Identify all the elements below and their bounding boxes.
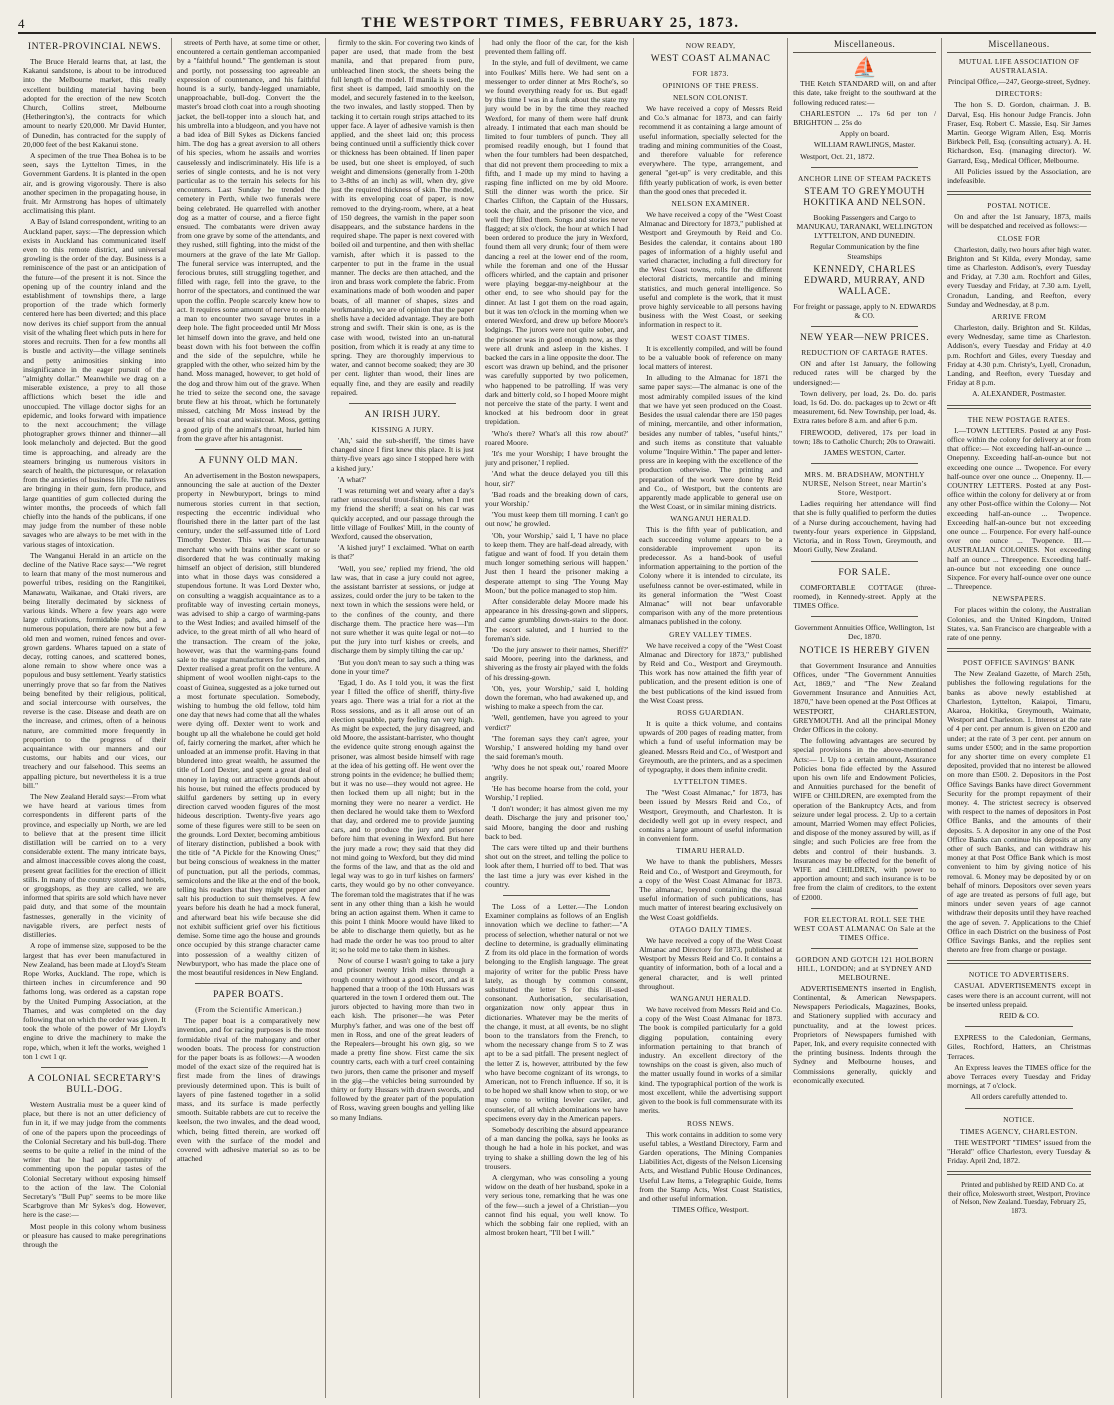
ad-heading: NOTICE TO ADVERTISERS. xyxy=(968,970,1070,980)
ad-signature: JAMES WESTON, Carter. xyxy=(823,448,906,458)
ad-heading: KENNEDY, CHARLES EDWARD, MURRAY, AND WALLACE. xyxy=(803,264,926,297)
press-quote: It is quite a thick volume, and contains upwards of 200 pages of reading matter, from which a fund of useful information may be gleaned. Messrs Reid and Co., of Westport and Greymouth, are the printers, and as a specimen of typography, it does them infinite credit. xyxy=(639,718,783,774)
article-paragraph: 'A what?' xyxy=(338,474,366,484)
ad-text: CHARLESTON ... 17s 6d per ton / BRIGHTON ... 25s do xyxy=(793,108,937,128)
article-paragraph: 'But you don't mean to say such a thing was done in your time?' xyxy=(331,657,475,676)
ad-text: ADVERTISEMENTS inserted in English, Continental, & American Newspapers. Newspapers Periodicals, Magazines, Books, and Stationery supplied with accuracy and punctuality, and at the lowest prices. Proprietors of Newspapers furnished with Paper, Ink, and every requisite connected with the printing business. Indents through the Sydney and Melbourne houses, and Commissions generally, quickly and economically executed. xyxy=(793,983,937,1085)
article-paragraph: The Loss of a Letter.—The London Examiner complains as follows of an English innovation which we decline to father:—"A process of selection, whether natural or not we decline to determine, is gradually eliminating Z from its old place in the formation of words belonging to the English language. The great majority of writer for the public Press have lately, as though by common consent, substituted the letter S for this ill-used consonant. Authorisation, secularisation, organization now only appear thus in dictionaries. Whatever may be the merits of the change, it must, at all events, be no slight boon to the translators from the French, to whom the necessary change from S to Z was apt to be a sad pitfall. The present neglect of the letter Z is, however, attributed by the few who have become cognizant of its wrongs, to American, not to French influence. If so, it is to be hoped we shall know when to stop, or we may come to writing leveler caviler, and counseler, of all which abominations we have specimens every day in the American papers. xyxy=(485,902,629,1123)
ad-signature: REID & CO. xyxy=(999,1011,1039,1021)
article-heading: PAPER BOATS. xyxy=(213,990,284,1001)
column-4 xyxy=(480,38,634,1398)
divider xyxy=(811,616,918,617)
ad-heading: FOR SALE. xyxy=(838,567,891,578)
press-quote: We have received a copy of the "West Coast Almanac and Directory for 1873," published at Westport and Greymouth by Reid and Co. Besides the calendar, it contains about 180 pages of information of a highly useful and varied character, including a full directory for the West Coast towns, rolls for the different electoral districts, mercantile and mining statistics, and much general intelligence. So useful and complete is the work, that it must prove highly serviceable to all persons having business with the West Coast, or seeking information in respect to it. xyxy=(639,210,783,330)
page-header xyxy=(18,10,1096,34)
divider xyxy=(195,983,302,984)
divider xyxy=(503,895,610,896)
ad-subheading: NEWSPAPERS. xyxy=(992,594,1046,604)
article-paragraph: A Bay of Island correspondent, writing to an Auckland paper, says:—The depression which exists in Auckland has communicated itself even to this remote district, and universal growling is the order of the day. Business is a reminiscence of the past or an anticipation of the future—of the present it is not. Since the opening up of the country inland and the establishment of townships there, a large proportion of the trade which formerly centered here has been diverted; and this place now derives its chief support from the annual visit of the whaling fleet which puts in here for stores and recruits. Then for a few months all is bustle and activity—the village sentinels and petty animosities sinking into insignificance in the eager pursuit of the "almighty dollar." Meanwhile we drag on a miserable existence, a prey to all those afflictions which beset the idle and unoccupied. The village doctor sighs for an epidemic, and looks forward with impatience to the next accouchment; the village photographer grows thinner and thinner—all look melancholy and dejected. But the good time is approaching, and already are the steamers bringing us numerous visitors in search of health, the picturesque, or relaxation from the anxieties of business life. The natives are bringing in their gum, fern produce, and large quantities of gum collected during the winter months, the proceeds of which fall chiefly into the hands of the publicans, if one may judge from the number of these noble savages who are always to be met with in the various stages of intoxication. xyxy=(23,217,167,549)
press-source: WEST COAST TIMES. xyxy=(671,332,750,342)
article-paragraph: Most people in this colony whom business or pleasure has caused to make peregrinations through the xyxy=(23,1221,167,1249)
press-source: WANGANUI HERALD. xyxy=(670,994,751,1004)
ad-text: THE Ketch STANDARD will, on and after this date, take freight to the southward at the following reduced rates:— xyxy=(793,79,937,107)
article-paragraph: 'Do the jury answer to their names, Sheriff?' said Moore, peering into the darkness, and shivering as the frosty air played with the folds of his dressing-gown. xyxy=(485,645,629,682)
divider xyxy=(947,1171,1091,1175)
article-heading: INTER-PROVINCIAL NEWS. xyxy=(27,42,162,52)
ad-text: The following advantages are secured by special provisions in the above-mentioned Acts:— 1. Up to a certain amount, Assurance Policies bona fide effected by the Assured upon his own life and Endowment Policies, and Annuities purchased for the benefit of WIFE or CHILDREN, are exempted from the operation of the Bankruptcy Acts, and from seizure under legal process. 2. Up to a certain amount, Married Women may effect Policies, and dispose of the money assured by will, as if single; and such Policies are free from the debts and control of their husbands. 3. Insurances may be effected for the benefit of WIFE and CHILDREN, with power to apportion amount; and such insurance is to be free from the claim of creditors, to the extent of £2000. xyxy=(793,736,937,902)
ad-text: Regular Communication by the fine Steamships xyxy=(809,242,920,261)
ad-text: FIREWOOD, delivered, 17s per load in town; 18s to Catholic Church; 20s to Orawaiti. xyxy=(793,427,937,446)
ad-signature: A. ALEXANDER, Postmaster. xyxy=(972,389,1066,399)
ad-text: For places within the colony, the Australian Colonies, and the United Kingdom, United States, v.a. San Francisco are chargeable with a rate of one penny. xyxy=(947,605,1091,642)
press-source: OTAGO DAILY TIMES. xyxy=(669,924,752,934)
article-paragraph: The Bruce Herald learns that, at last, the Kakanui sandstone, is about to be introduced into the Melbourne market, this really excellent building material having been adopted for the erection of the new Scotch Church, Collins street, Melbourne (Hetherington's), the contracts for which amount to nearly £20,000. Mr David Hunter, of Dunedin, has contracted for the supply of 20,000 feet of the best Kakanui stone. xyxy=(23,57,167,149)
article-paragraph: 'Well, you see,' replied my friend, 'the old law was, that in case a jury could not agree, the assistant barrister at sessions, or judge at assizes, could order the jury to be taken to the next town in which the sessions were held, or to the confines of the county, and there discharge them. The practice here was—I'm not sure whether it was quite legal or not—to put the jury into turf kishes or creels, and discharge them by simply tilting the car up.' xyxy=(331,563,475,656)
ad-heading: POSTAL NOTICE. xyxy=(987,201,1051,211)
article-paragraph: 'He has become hoarse from the cold, your Worship,' I replied. xyxy=(485,783,629,803)
divider xyxy=(947,191,1091,195)
article-paragraph: Western Australia must be a queer kind of place, but there is not an utter deficiency of fun in it, if we may judge from the comments of one of the papers upon the proceedings of the Colonial Secretary and his bull-dog. There seems to be quite a relief in the mind of the writer that he had an opportunity of commenting upon the popular tastes of the Colonial Secretary without exposing himself to the action of the law. The Colonial Secretary's "Bull Pup" seems to be more like Scarbgrove than Mr Sykes's dog. However, here is the case:— xyxy=(23,1099,167,1220)
article-paragraph: The cars were tilted up and their burthens shot out on the street, and telling the police to look after them, I hurried off to bed. That was the last time a jury was ever kished in the country. xyxy=(485,843,629,889)
article-paragraph: In the style, and full of devilment, we came into Foulkes' Mills here. We had sent on a messenger to order dinner at Mrs Roche's, so we found everything ready for us. But egad! by this time I was in a funk about the state my jury would be in by the time they reached Wexford, for many of them were half drunk already. I intimated that each man should be limited to four tumblers of punch. They all promised readily enough, but I found that when the four tumblers had been despatched, that did not prevent them proceeding to mix a fifth, and I made up my mind to having a rasping fine inflicted on me by old Moore. Still the dinner was worth the price. Sir Charles Clifton, the Captain of the Hussars, took the chair, and the prisoner the vice, and well they filled them. Songs and stories never flagged; at six o'clock, the hour at which I had been ordered to produce the jury in Wexford, found them all very drunk; four of them were dancing a reel at the lower end of the room, while the foreman and one of the Hussar officers whirled, and the captain and prisoner were playing beggar-my-neighbour at the other end, to see who should pay for the dinner. At last I got them on the road again, but it was ten o'clock in the morning when we entered Wexford, and drew up before Moore's lodgings. The jurors were not quite sober, and the prisoner was in good enough now, as they were all drunk and asleep in the kishes. I backed the cars in a line opposite the door. The escort was drawn up behind, and the prisoner was carefully supported by two policemen, who happened to be patrolling. If was very dark and bitterly cold, so I hoped Moore might not perceive the state of the party. I went and knocked at his bedroom door in great trepidation. xyxy=(485,58,629,427)
article-subheading: (From the Scientific American.) xyxy=(195,1005,302,1015)
divider xyxy=(811,463,918,464)
divider xyxy=(811,948,918,949)
ad-heading: NOW READY, xyxy=(685,41,736,50)
divider xyxy=(811,908,918,909)
ad-text: Ladies requiring her attendance will find that she is fully qualified to perform the duties of a Nurse during accouchement, having had twenty-four years experience in Gippsland, Victoria, and in Ross Town, Greymouth, and Moori Gully, New Zealand. xyxy=(793,499,937,555)
article-paragraph: had only the floor of the car, for the kish prevented them falling off. xyxy=(485,38,629,57)
ad-text: All Policies issued by the Association, are indefeasible. xyxy=(947,166,1091,186)
article-paragraph: 'Who's there? What's all this row about?' roared Moore. xyxy=(485,428,629,447)
article-paragraph: 'And what the deuce delayed you till this hour, sir?' xyxy=(485,469,629,488)
ad-heading: GORDON AND GOTCH 121 HOLBORN HILL, LONDON; and at SYDNEY AND MELBOURNE. xyxy=(795,954,934,982)
ad-text: An Express leaves the TIMES office for the above Terraces every Tuesday and Friday mornings, at 7 o'clock. xyxy=(947,1062,1091,1091)
divider xyxy=(965,1026,1073,1027)
article-heading: A COLONIAL SECRETARY'S BULL-DOG. xyxy=(27,1073,162,1095)
ad-text: I.—TOWN LETTERS. Posted at any Post-office within the colony for delivery at or from that office:— Not exceeding half-an-ounce ... Onepenny. Exceeding half-an-ounce but not exceeding one ounce ... Twopence. For every half-ounce over one ounce ... Onepenny. II.—COUNTRY LETTERS. Posted at any Post-office within the colony for delivery at or from any other Post-office within the Colony— Not exceeding half-an-ounce ... Twopence. Exceeding half-an-ounce but not exceeding one ounce ... Fourpence. For every half-ounce over one ounce ... Twopence. III.—AUSTRALIAN COLONIES. Not exceeding half an ounce ... Threepence. Exceeding half-an-ounce but not exceeding one ounce ... Sixpence. For every half-ounce over one ounce ... Threepence. xyxy=(947,425,1091,592)
article-paragraph: 'You must keep them till morning. I can't go out now,' he growled. xyxy=(485,510,629,529)
divider xyxy=(41,1067,148,1068)
ad-text: ON and after 1st January, the following reduced rates will be charged by the undersigned:— xyxy=(793,359,937,387)
ad-text: All orders carefully attended to. xyxy=(970,1092,1068,1102)
article-paragraph: The New Zealand Herald says:—From what we have heard at various times from correspondents in different parts of the province, and especially up North, we are led to believe that at the present time illicit distillation will be carried on to a very considerable extent. The many intricate bays, and almost inaccessible coves along the coast, present great facilities for the erection of illicit stills. In many of the country stores and hotels, or groggshops, as they are called, we are informed that spirits are sold which have never paid duty, and that some of the mountain fastnesses, generally in the vicinity of navigable rivers, are perfect nests of distilleries. xyxy=(23,792,167,940)
ad-heading: MUTUAL LIFE ASSOCIATION OF AUSTRALASIA. xyxy=(958,57,1080,76)
ad-text: CASUAL ADVERTISEMENTS except in cases were there is an account current, will not be inserted unless prepaid. xyxy=(947,981,1091,1009)
press-opinions-heading: OPINIONS OF THE PRESS. xyxy=(662,81,759,90)
article-paragraph: 'Oh, yes, your Worship,' said I, holding down the foreman, who had awakened up, and wishing to make a speech from the car. xyxy=(485,683,629,712)
article-paragraph: Now of course I wasn't going to take a jury and prisoner twenty Irish miles through a rough country without a good escort, and as it happened that a troop of the 10th Hussars was quartered in the town I ordered them out. The jurors objected to having more than two in each kish. The prisoner—he was Peter Murphy's father, and was one of the best off men in Ross, and one of the great leaders of the Repealers—brought his own gig, so we made a pretty fine show. First came the six country carts, each with a turf creel containing two jurors, then came the prisoner and myself in the gig—the vehicles being surrounded by thirty or forty Hussars with drawn swords, and followed by the greater part of the population of Ross, waving green boughs and yelling like so many Indians. xyxy=(331,956,475,1122)
press-source: WANGANUI HERALD. xyxy=(670,514,751,524)
press-source: TIMARU HERALD. xyxy=(676,846,745,856)
article-paragraph: 'It's me your Worship; I have brought the jury and prisoner,' I replied. xyxy=(485,448,629,468)
article-paragraph: 'Egad, I do. As I told you, it was the first year I filled the office of sheriff, thirty-five years ago. There was a trial for a riot at the Ross sessions, and as it all arose out of an election squabble, party feeling ran very high. As might be expected, the jury disagreed, and old Moore, the assistant-barrister, who thought the evidence quite strong enough against the prisoner, was almost beside himself with rage at the idea of his getting off. He went over the strong points in the evidence; he bullied them; but it was no use—they would not agree. He then locked them up all night; but in the morning they were no nearer a verdict. He then declared he would take them to Wexford that day, and ordered me to provide jaunting cars, and to produce the jury and prisoner before him that evening in Wexford. But here the jury made a row; they said that they did not mind going to Wexford, but they did mind the forms of the law, and that as the old and legal way was to go in turf kishes on farmers' carts, they would go by no other conveyance. The foreman told the magistrates that if he was sent in any other thing than a kish he would bring an action against them. When it came to this point I think Moore would have liked to be able to discharge them quietly, but as he had made the order he was too proud to alter it; so he told me to take them in kishes. xyxy=(331,678,475,954)
ad-subheading: CLOSE FOR xyxy=(997,233,1041,243)
ad-heading: NEW YEAR—NEW PRICES. xyxy=(799,333,930,344)
ad-heading: MRS. M. BRADSHAW, MONTHLY NURSE, Nelson Street, near Martin's Store, Westport. xyxy=(802,470,927,498)
press-source: NELSON COLONIST. xyxy=(672,93,749,102)
ad-heading: POST OFFICE SAVINGS' BANK xyxy=(962,658,1076,668)
article-paragraph: The paper boat is a comparatively new invention, and for racing purposes is the most formidable rival of the mahogany and other wooden boats. The process for construction for the paper boats is as follows:—A wooden model of the exact size of the required hat is first made from the lines of drawings previously determined upon. This is built of layers of pine fastened together in a solid mass, and its surface is made perfectly smooth. Suitable rabbets are cut to receive the keelson, the two inwales, and the dead wood, which, being fitted therein, are worked off even with the surface of the model and covered with adhesive material so as to be attached xyxy=(177,1016,321,1164)
divider xyxy=(947,648,1091,652)
press-source: ROSS GUARDIAN. xyxy=(676,707,745,717)
article-paragraph: 'Why does he not speak out,' roared Moore angrily. xyxy=(485,763,629,782)
ad-heading: NOTICE. xyxy=(1003,1114,1035,1124)
column-3 xyxy=(326,38,480,1398)
column-1 xyxy=(18,38,172,1398)
article-subheading: KISSING A JURY. xyxy=(371,424,434,434)
divider xyxy=(965,1108,1073,1109)
article-paragraph: 'A kished jury!' I exclaimed. 'What on earth is that?' xyxy=(331,543,475,562)
article-paragraph: The Wanganui Herald in an article on the decline of the Native Race says:—"We regret to learn that many of the most numerous and powerful tribes, residing on the Rangitikei, Manawatu, Waikanae, and Otaki rivers, are being literally decimated by sickness of various kinds. Where a few years ago were large cultivations, formidable pahs, and a numerous population, there are now but a few old men and women, ruined fences and over-grown gardens. Whares tapued on a state of decay, rotting canoes, and scattered bones, alone remain to show where once was a populous and busy settlement. Yearly statistics unerringly prove that so far from the Natives being benefited by their religious, political, and social intercourse with ourselves, the reverse is the case. Disease and death are on the increase, and crimes, often of a heinous nature, are committed more frequently in proportion to the progress of their acquaintance with our manners and our customs, our habits and our vices, our treachery and our falsehood. This seems an appalling picture, but nevertheless it is a true bill." xyxy=(23,550,167,790)
column-6 xyxy=(788,38,942,1398)
ad-text: On and after the 1st January, 1873, mails will be despatched and received as follows:— xyxy=(947,212,1091,231)
section-heading: Miscellaneous. xyxy=(793,40,936,53)
ad-text: The hon S. D. Gordon, chairman. J. B. Darval, Esq. His honour Judge Francis. John Fraser, Esq. Robert C. Massie, Esq. Sir James Martin. George Wigram Allen, Esq. Morris Birkbeck Pell, Esq. (consulting actuary). A. H. Richardson, Esq. (managing director). W. Garrard, Esq., Medical Officer, Melbourne. xyxy=(947,100,1091,165)
ad-text: that Government Insurance and Annuities Offices, under "The Government Annuities Act, 1869," and "The New Zealand Government Insurance and Annuities Act, 1870," have been opened at the Post Offices at WESTPORT, CHARLESTON, GREYMOUTH. And all the principal Money Order Offices in the colony. xyxy=(793,660,937,734)
divider xyxy=(195,449,302,450)
divider xyxy=(811,167,918,168)
divider xyxy=(947,405,1091,409)
ad-footer: TIMES Office, Westport. xyxy=(672,1205,749,1215)
article-paragraph: An advertisement in the Boston newspapers, announcing the sale at auction of the Dexter property in Newburyport, brings to mind numerous stories current in that section, respecting the eccentric individual who flourished there in the latter part of the last century, under the self-assumed title of Lord Timothy Dexter. This was the fortunate merchant who with brains either scant or so disordered that he was continually making himself an object of derision, still blundered into what in those days was considered a stupendous fortune. It was Lord Dexter who, on consulting a waggish acquaintance as to a profitable way of investing certain moneys, was advised to ship a cargo of warming-pans to the West Indies; and availed himself of the advice, to the great mirth of all who heard of the transaction. The cream of the joke, however, was that the warming-pans found sale to the sugar manufacturers for ladles, and Dexter realised a great profit on the venture. A shipment of wool woollen night-caps to the coast of Guinea, suggested as a joke turned out a most fortunate speculation. Somebody, wishing to humbug the old fellow, told him one day that news had come that all the whales were dying off. Dexter went to work and bought up all the whalebone he could get hold of, fairly cornering the market, after which he unloaded at an immense profit. Having in that blundered into great wealth, he assumed the title of Lord Dexter, and spent a great deal of money in laying out attractive grounds about his house, but ruined the effects produced by skilful gardeners by setting up in every direction carved wooden figures of the most hideous description. Twenty-five years ago some of these figures were still to be seen on the grounds. Lord Dexter, becoming ambitious of literary distinction, published a book with the title of "A Pickle for the Knowing Ones;" but being conscious of weakness in the matter of punctuation, put all the periods, commas, semicolons and the like at the end of the book, telling his readers that they might pepper and salt his production to suit themselves. A few years before his death he had a mock funeral, and afterward beat his wife because she did not exhibit sufficient grief over his fictitious demise. Some time ago the house and grounds once occupied by this strange character came into possession of a wealthy citizen of Newburyport, who has made the place one of the most beautiful residences in New England. xyxy=(177,470,321,977)
ad-heading: FOR ELECTORAL ROLL SEE THE WEST COAST ALMANAC On Sale at the TIMES Office. xyxy=(793,914,936,942)
newspaper-title: THE WESTPORT TIMES, FEBRUARY 25, 1873. xyxy=(361,15,740,31)
article-paragraph: 'The foreman says they can't agree, your Worship,' I answered holding my hand over the said foreman's mouth. xyxy=(485,733,629,762)
ad-heading: TIMES AGENCY, CHARLESTON. xyxy=(960,1126,1078,1136)
press-quote: In alluding to the Almanac for 1871 the same paper says:—The almanac is one of the most admirably compiled issues of the kind that we have yet seen produced on the Coast. Besides the usual calendar there are 150 pages of mining, mercantile, and other information, besides any number of tables, "useful hints," and such items as constitute that valuable volume "Inquire Within." The paper and letter-press are in keeping with the excellence of the production otherwise. The printing and preparation of the work were done by Reid and Co., of Westport, but the contents are apparently made applicable to general use on the West Coast, or in similar mining districts. xyxy=(639,373,783,512)
ad-heading: ANCHOR LINE OF STEAM PACKETS xyxy=(797,173,932,183)
ad-text: Booking Passengers and Cargo to MANUKAU, TARANAKI, WELLINGTON LYTTELTON, AND DUNEDIN. xyxy=(796,212,933,241)
article-paragraph: A specimen of the true Thea Bohea is to be seen, says the Lyttelton Times, in the Government Gardens. It is planted in the open air, and is growing vigorously. There is also another specimen in the propagating house, in fruit. Mr Armstrong has hopes of ultimately acclimatising this plant. xyxy=(23,151,167,216)
ad-text: Apply on board. xyxy=(839,129,890,139)
press-quote: This is the fifth year of publication, and each succeeding volume appears to be a considerable improvement upon its predecessor. As a hand-book of useful information appertaining to the portion of the Colony where it is intended to circulate, its usefulness cannot be over-estimated, while in its general information the "West Coast Almanac" will not bear unfavorable comparison with any of the more pretentious almanacs published in the colony. xyxy=(639,525,783,627)
ad-text: THE WESTPORT "TIMES" issued from the "Herald" office Charleston, every Tuesday & Friday. April 2nd, 1872. xyxy=(947,1137,1091,1166)
imprint: Printed and published by REID AND Co. at their office, Molesworth street, Westport, Province of Nelson, New Zealand. Tuesday, February 25, 1873. xyxy=(948,1181,1090,1216)
press-quote: We have received from Messrs Reid and Co. a copy of the West Coast Almanac for 1873. The book is compiled particularly for a gold digging population, containing every information pertaining to that branch of industry. An excellent directory of the townships on the coast is given, also much of the matter usually found in works of a similar kind. The typographical portion of the work is most excellent, while the advertising support given to the book is full commensurate with its merits. xyxy=(639,1005,783,1116)
ad-text: Government Annuities Office, Wellington, 1st Dec, 1870. xyxy=(794,623,935,642)
press-quote: This work contains in addition to some very useful tables, a Westland Directory, Farm and Garden operations, The Mining Companies Liabilities Act, digests of the Nelson Licensing Acts, and Westland Public House Ordinances, Useful Law Items, a Telegraphic Guide, Items from the Stamp Acts, West Coast Statistics, and other useful information. xyxy=(639,1129,783,1203)
press-source: GREY VALLEY TIMES. xyxy=(669,629,752,639)
press-source: LYTTELTON TIMES. xyxy=(673,777,748,787)
column-2 xyxy=(172,38,326,1398)
page-number: 4 xyxy=(18,16,25,31)
press-quote: The "West Coast Almanac," for 1873, has been issued by Messrs Reid and Co., of Westport, Greymouth, and Charleston. It is decidedly well got up in every respect, and contains a large amount of useful information in convenient form. xyxy=(639,788,783,844)
article-paragraph: 'Oh, your Worship,' said I, 'I have no place to keep them. They are half-dead already, with fatigue and want of food. If you detain them much longer something serious will happen.' Just then I heard the prisoner making a desperate attempt to sing 'The Young May Moon,' but the police managed to stop him. xyxy=(485,530,629,595)
ad-text: COMFORTABLE COTTAGE (three-roomed), in Kennedy-street. Apply at the TIMES Office. xyxy=(793,582,937,610)
ad-text: Charleston, daily. Brighton and St. Kildas, every Wednesday, same time as Charleston. Addison's, every Tuesday and Friday at 4.0 p.m. Rochfort and Giles, every Tuesday and Friday at 4.30 p.m. Christy's, Lyell, Cronadun, Landing, and Reefton, every Tuesday and Friday at 8 p.m. xyxy=(947,323,1091,388)
article-heading: A FUNNY OLD MAN. xyxy=(198,455,299,466)
article-paragraph: 'I don't wonder; it has almost given me my death. Discharge the jury and prisoner too,' said Moore, banging the door and rushing back to bed. xyxy=(485,804,629,841)
ad-heading: STEAM TO GREYMOUTH HOKITIKA AND NELSON. xyxy=(803,186,926,208)
article-paragraph: streets of Perth have, at some time or other, encountered a certain gentleman accompanied by a "faithful hound." The gentleman is stout and portly, not possessing too agreeable an expression of countenance, and his faithful hound is a surly, bandy-legged unamiable, unapproachable, bull-dog. Convert the the master's broad cloth coat into a rough shooting jacket, the bell-topper into a slouch hat, and his umbrella into a bludgeon, and you have not a bad idea of Bill Sykes as Dickens fancied him. The dog has a great aversion to all others of his species, whom he assails and worries causelessly and indiscriminately. His life is a series of single contests, and he is not very particular as to the terrain his selects for his encounters. Last Sunday he trended the cemetery in Perth, while two funerals were being celebrated. He quarrelled with another dog as a matter of course, and a fierce fight ensued. The combatants were driven away from one grave by some of the attendants, and they rushed, still fighting, into the midst of the mourners at the grave of the late Mr Gallop. The funeral service was interrupted, and the ferocious brutes, still struggling together, and filled with rage, fell into the grave, to the horror of the spectators, and continued the war upon the coffin. People scarcely knew how to act. It requires some amount of nerve to enable a man to encounter two savage brutes in a deep hole. The fight proceeded until Mr Moss let himself down into the grave, and held one beast down with his foot between the coffin and the side of the sepulchre, while he grappled with the other, who seized him by the hand. Moss managed, however, to get hold of the dog and throw him out of the grave. When he tried to seize the second one, the savage brute flew at his throat, which he fortunately missed, catching Mr Moss instead by the breast of his coat and waistcoat. Moss, getting a good grip of the animal's throat, hurled him from the grave after his antagonist. xyxy=(177,38,321,443)
ad-text: Charleston, daily, two hours after high water. Brighton and St Kilda, every Monday, same time as Charleston. Addison's, every Tuesday and Friday, at 7.30 a.m. Rochfort and Giles, every Tuesday and Friday, at 7.30 a.m. Lyell, Cronadun, Landing, and Reefton, every Sunday and Wednesday, at 8 p.m. xyxy=(947,244,1091,309)
ad-text: EXPRESS to the Caledonian, Germans, Giles, Rochford, Hatters, an Christmas Terraces. xyxy=(947,1033,1091,1061)
almanac-title: WEST COAST ALMANAC xyxy=(650,54,771,64)
ad-text: Town delivery, per load, 2s. Do. do. paris load, 1s 6d. Do. do. packages up to 2cwt or 4ft measurement, 6d. New Township, per load, 4s. Extra rates before 8 a.m. and after 6 p.m. xyxy=(793,388,937,426)
section-heading: Miscellaneous. xyxy=(947,40,1091,53)
article-paragraph: A rope of immense size, supposed to be the largest that has ever been manufactured in New Zealand, has been made at Lloyd's Steam Rope Works, Auckland. The rope, which is thirteen inches in circumference and 90 fathoms long, was ordered as a capstan rope by the United Pumping Association, at the Thames, and was completed on the day following that on which the order was given. It took the whole of the power of Mr Lloyd's engine to drive the machinery to make the rope, which, when it left the works, weighed 1 ton 1 cwt 1 qr. xyxy=(23,941,167,1061)
ad-text: For freight or passage, apply to N. EDWARDS & CO. xyxy=(793,301,936,321)
article-paragraph: 'I was returning wet and weary after a day's rather unsuccessful trout-fishing, when I met my friend the sheriff; a seat on his car was quickly accepted, and our passage through the little village of Foulkes' Mill, in the county of Wexford, caused the observation, xyxy=(331,485,475,541)
ad-heading: NOTICE IS HEREBY GIVEN xyxy=(799,645,930,656)
article-paragraph: firmly to the skin. For covering two kinds of paper are used, that made from the best manila, and that prepared from pure, unbleached linen stock, the sheets being the full length of the model. If manila is used, the first sheet is damped, laid smoothly on the model, and securely fastened in to the keelson, the two inwales, and lastly stopped. Then by tacking it to certain rough strips attached to its upper face. A layer of adhesive varnish is then applied, and the sheet laid on; this process being continued until a sufficiently thick cover or thickness has been obtained. If linen paper be used, but one sheet is employed, of such weight and dimensions (generally from 1-20th to 3-8ths of an inch) as will, when dry, give just the required thickness of skin. The model, with its enveloping coat of paper, is now removed to the drying-room, where, at a heat of 150 degrees, the varnish in the paper soon disappears, and the substance hardens in the required shape. The paper is next covered with boiled oil and turpentine, and then with shellac varnish, after which it is passed to the carpenter to put in the frame in the usual manner. The decks are then attached, and the iron and brass work complete the fabric. From examinations made of both wooden and paper boats, of all manner of shapes, sizes and workmanship, we are of opinion that the paper shells have a decided advantage. They are both strong and swift. Their skin is one, as is the case with wood, twisted into an un-natural position, from which it is ready at any time to spring. They are thoroughly impervious to water, and cannot become soaked; they are 30 per cent. lighter than wood, their lines are equally fine, and they are easily and readily repaired. xyxy=(331,38,475,397)
ad-text: The New Zealand Gazette, of March 25th, publishes the following regulations for the banks as above newly established at Charleston, Lyttelton, Kaiapoi, Timaru, Akaroa, Hokitika, Greymouth, Waimate, Westport and Charleston. 1. Interest at the rate of 4 per cent. per annum is given on £200 and under; at the rate of 3 per cent. per annum on sums under £500; and in the same proportion for any shorter time on every complete £1 deposited, provided that no interest be allowed on more than £500. 2. Depositors in the Post Office Savings Banks have direct Government Security for the prompt repayment of their money. 4. The strictest secrecy is observed with respect to the names of depositors in Post Office Banks, and the amounts of their deposits. 5. A depositor in any one of the Post Office Banks can continue his deposits at any other of such Banks, and can withdraw his money at that Post Office Bank which is most convenient to him by giving notice of his removal. 6. Money may be deposited by or on behalf of minors. Depositors over seven years of age are treated as persons of full age, but minors under seven years of age cannot withdraw their deposits until they have reached the age of seven. 7. Applications to the Chief Office in each District on the business of Post Office Savings Banks, and the replies sent thereto are free from charge or postage. xyxy=(947,669,1091,955)
article-paragraph: A clergyman, who was consoling a young widow on the death of her husband, spoke in a very serious tone, remarking that he was one of the few—such a jewel of a Christian—you cannot find his equal, you well know. To which the sobbing fair one replied, with an almost broken heart, "I'll bet I will." xyxy=(485,1172,629,1238)
press-quote: We have received a copy of the "West Coast Almanac and Directory for 1873," published by Reid and Co., Westport and Greymouth. This work has now attained the fifth year of publication, and the present edition is one of the best publications of the kind issued from the West Coast press. xyxy=(639,640,783,705)
ship-icon: ⛵ xyxy=(852,57,878,80)
divider xyxy=(349,403,456,404)
press-quote: We have received a copy of Messrs Reid and Co.'s almanac for 1873, and can fairly recommend it as containing a large amount of useful information, specially selected for the trading and mining communities of the Coast, and therefore valuable for reference everywhere. The type, arrangement, and general "get-up" is very creditable, and this fifth yearly publication of work, is even better than the good ones that preceded it. xyxy=(639,104,783,196)
ad-text: Principal Office,—247, George-street, Sydney. xyxy=(947,77,1091,87)
ad-heading: THE NEW POSTAGE RATES. xyxy=(967,414,1071,424)
article-paragraph: After considerable delay Moore made his appearance in his dressing-gown and slippers, and came grumbling down-stairs to the door. The escort saluted, and I hurried to the foreman's side. xyxy=(485,596,629,643)
divider xyxy=(947,960,1091,964)
ad-date: Westport, Oct. 21, 1872. xyxy=(800,151,875,161)
ad-signature: WILLIAM RAWLINGS, Master. xyxy=(813,140,916,150)
divider xyxy=(811,561,918,562)
press-quote: We have received a copy of the West Coast Almanac and Directory for 1873, published at Westport by Messrs Reid and Co. It contains a quantity of information, both of a local and a general character, and is well printed throughout. xyxy=(639,935,783,991)
ad-heading: REDUCTION OF CARTAGE RATES. xyxy=(801,348,928,358)
press-opinions-list xyxy=(639,93,782,1203)
press-source: NELSON EXAMINER. xyxy=(671,199,750,209)
press-quote: It is excellently compiled, and will be found to be a valuable book of reference on many local matters of interest. xyxy=(639,343,783,372)
article-paragraph: 'Well, gentlemen, have you agreed to your verdict?' xyxy=(485,713,629,732)
divider xyxy=(811,326,918,327)
article-heading: AN IRISH JURY. xyxy=(364,409,441,420)
press-source: ROSS NEWS. xyxy=(687,1118,735,1128)
ad-subheading: DIRECTORS: xyxy=(995,89,1043,99)
page-columns xyxy=(18,38,1096,1398)
article-paragraph: 'Ah,' said the sub-sheriff, 'the times have changed since I first knew this place. It is just thirty-five years ago since I stopped here with a kished jury.' xyxy=(331,435,475,473)
article-paragraph: 'Bad roads and the breaking down of cars, your Worship.' xyxy=(485,489,629,508)
press-quote: We have to thank the publishers, Messrs Reid and Co., of Westport and Greymouth, for a copy of the West Coast Almanac for 1873. The almanac, beyond containing the usual useful information of such publications, has much matter of interest bearing exclusively on the West Coast goldfields. xyxy=(639,857,783,922)
almanac-year: FOR 1873. xyxy=(692,69,729,78)
ad-subheading: ARRIVE FROM xyxy=(991,312,1047,322)
column-5 xyxy=(634,38,788,1398)
column-7 xyxy=(942,38,1096,1398)
article-paragraph: Somebody describing the absurd appearance of a man dancing the polka, says he looks as though he had a hole in his pocket, and was trying to shake a shilling down the leg of his trousers. xyxy=(485,1124,629,1171)
